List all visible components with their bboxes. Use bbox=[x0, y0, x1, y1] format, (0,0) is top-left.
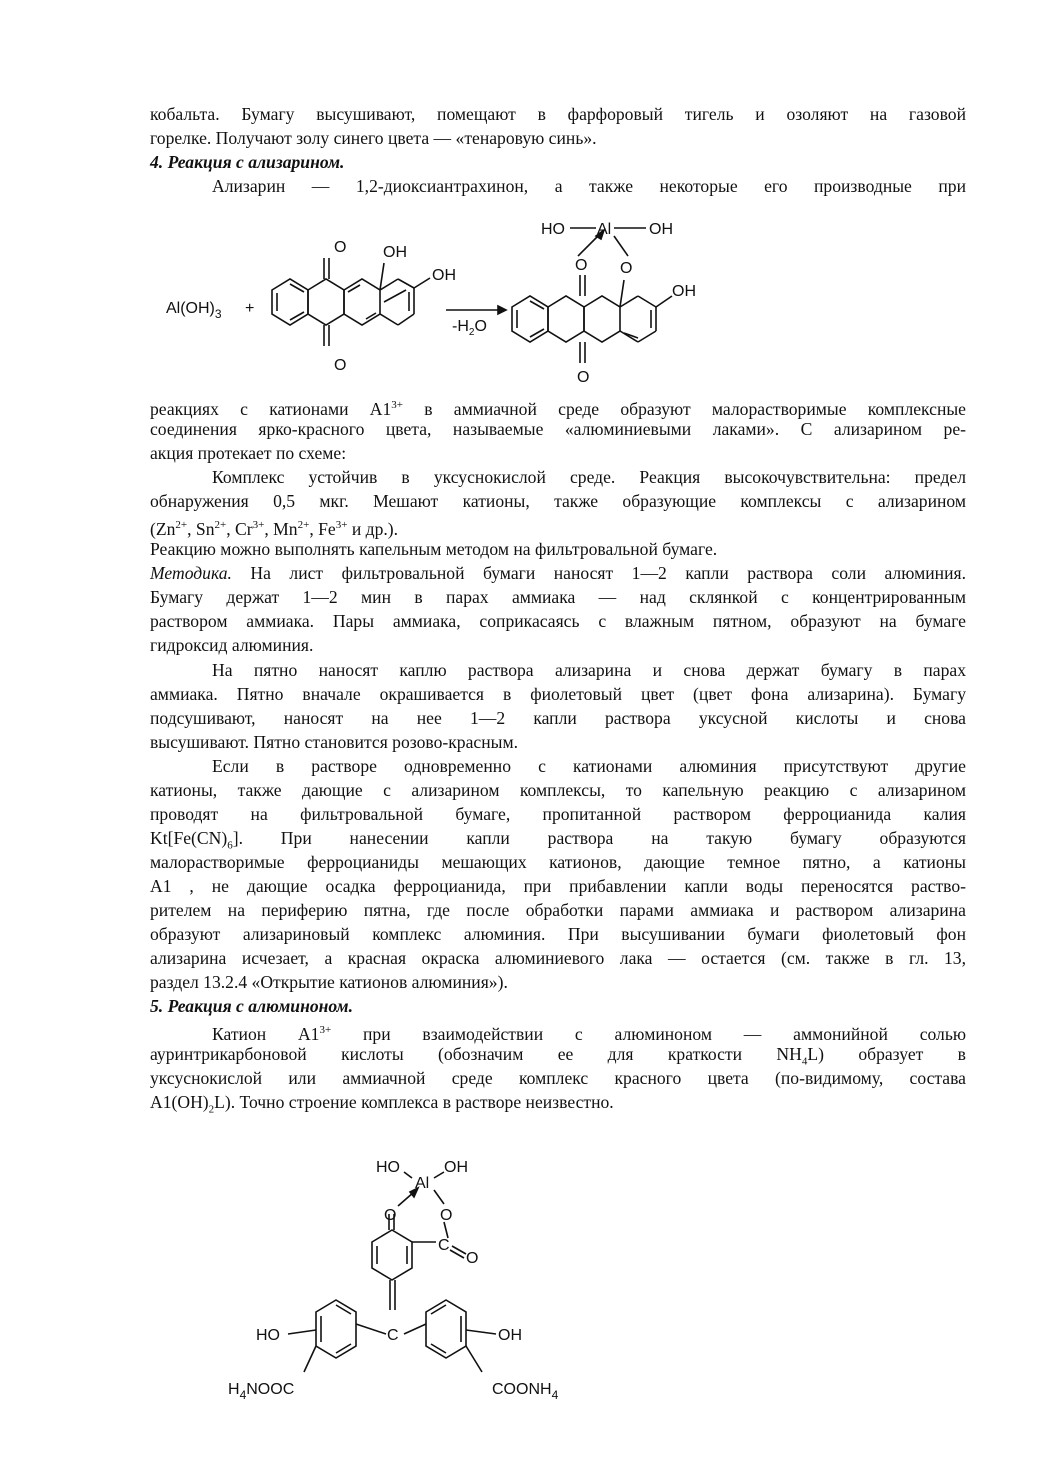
oxygen-label: O bbox=[577, 369, 590, 386]
central-carbon-label: C bbox=[387, 1327, 399, 1344]
text-line: уксуснокислой или аммиачной среде комплекс красного цвета (по-видимому, состава bbox=[150, 1068, 966, 1088]
hydroxyl-label: OH bbox=[672, 283, 696, 300]
text-line: Если в растворе одновременно с катионами алюминия присутствуют другие bbox=[212, 756, 966, 776]
text-line: Катион $А1^{3+}$ при взаимодействии с алюминоном — аммонийной солью bbox=[212, 1023, 967, 1044]
text-line: реакциях с катионами $А1^{3+}$ в аммиачной среде образуют малорастворимые комплексные bbox=[150, 398, 966, 419]
text-line: проводят на фильтровальной бумаге, пропитанной раствором ферроцианида калия bbox=[150, 804, 966, 824]
hydroxyl-label: OH bbox=[444, 1159, 468, 1176]
text-line: малорастворимые ферроцианиды мешающих катионов, дающие темное пятно, а катионы bbox=[150, 852, 966, 872]
text-line: аммиака. Пятно вначале окрашивается в фиолетовый цвет (цвет фона ализарина). Бумагу bbox=[150, 684, 966, 704]
text-line: высушивают. Пятно становится розово-красным. bbox=[150, 732, 518, 752]
text-line: катионы, также дающие с ализарином комплексы, то капельную реакцию с ализарином bbox=[150, 780, 966, 800]
text-line: А1 , не дающие осадка ферроцианида, при прибавлении капли воды переносятся раство- bbox=[150, 876, 966, 896]
arrow-label: $-H_2O$ bbox=[452, 318, 487, 338]
text-line: подсушивают, наносят на нее 1—2 капли раствора уксусной кислоты и снова bbox=[150, 708, 966, 728]
hydroxyl-label: HO bbox=[256, 1327, 280, 1344]
hydroxyl-label: HO bbox=[376, 1159, 400, 1176]
aluminum-label: Al bbox=[415, 1175, 430, 1192]
text-line: На пятно наносят каплю раствора ализарина и снова держат бумагу в парах bbox=[212, 660, 966, 680]
oxygen-label: O bbox=[384, 1207, 397, 1224]
text-line: раздел 13.2.4 «Открытие катионов алюминия»). bbox=[150, 972, 508, 992]
hydroxyl-label: OH bbox=[498, 1327, 522, 1344]
text-line: $А1(ОН)_2L$). Точно строение комплекса в растворе неизвестно. bbox=[150, 1092, 614, 1116]
section-heading-alizarin: 4. Реакция с ализарином. bbox=[150, 152, 345, 172]
oxygen-label: O bbox=[334, 357, 347, 374]
text-line: обнаружения 0,5 мкг. Мешают катионы, также образующие комплексы с ализарином bbox=[150, 491, 966, 511]
text-line: образуют ализариновый комплекс алюминия. При высушивании бумаги фиолетовый фон bbox=[150, 924, 966, 944]
aluminum-label: Al bbox=[597, 221, 612, 238]
hydroxyl-label: OH bbox=[649, 221, 673, 238]
oxygen-label: O bbox=[334, 239, 347, 256]
text-line: соединения ярко-красного цвета, называемые «алюминиевыми лаками». С ализарином ре- bbox=[150, 419, 966, 439]
text-line: горелке. Получают золу синего цвета — «тенаровую синь». bbox=[150, 128, 597, 148]
text-line: раствором аммиака. Пары аммиака, соприкасаясь с влажным пятном, образуют на бумаге bbox=[150, 611, 966, 631]
text-line: рителем на периферию пятна, где после обработки парами аммиака и раствором ализарина bbox=[150, 900, 966, 920]
carboxylate-right-label: $COONH_4$ bbox=[492, 1381, 559, 1402]
oxygen-label: O bbox=[466, 1250, 479, 1267]
oxygen-label: O bbox=[575, 257, 588, 274]
text-line: Реакцию можно выполнять капельным методом на фильтровальной бумаге. bbox=[150, 539, 718, 559]
hydroxyl-label: HO bbox=[541, 221, 565, 238]
oxygen-label: O bbox=[620, 260, 633, 277]
text-line: гидроксид алюминия. bbox=[150, 635, 314, 655]
oxygen-label: O bbox=[440, 1207, 453, 1224]
text-line: ауринтрикарбоновой кислоты (обозначим ее для краткости $NH_4L$) образует в bbox=[150, 1044, 966, 1068]
reactant-label: $Al(OH)_3$ bbox=[166, 300, 222, 321]
text-line: Методика. На лист фильтровальной бумаги наносят 1—2 капли раствора соли алюминия. bbox=[150, 563, 966, 583]
hydroxyl-label: OH bbox=[383, 244, 407, 261]
text-line: акция протекает по схеме: bbox=[150, 443, 347, 463]
carboxylate-left-label: $H_4NOOC$ bbox=[228, 1381, 295, 1402]
plus-sign: + bbox=[245, 300, 255, 317]
text-line: Ализарин — 1,2-диоксиантрахинон, а также некоторые его производные при bbox=[212, 176, 966, 196]
text-line: Комплекс устойчив в уксуснокислой среде. Реакция высокочувствительна: предел bbox=[212, 467, 966, 487]
text-line: Бумагу держат 1—2 мин в парах аммиака — над склянкой с концентрированным bbox=[150, 587, 966, 607]
text-line: $Kt[Fe(CN)_6]$. При нанесении капли раствора на такую бумагу образуются bbox=[150, 828, 966, 852]
hydroxyl-label: OH bbox=[432, 267, 456, 284]
carbon-label: C bbox=[438, 1237, 450, 1254]
section-heading-aluminon: 5. Реакция с алюминоном. bbox=[150, 996, 353, 1016]
text-line: ализарина исчезает, а красная окраска алюминиевого лака — остается (см. также в гл. 13, bbox=[150, 948, 966, 968]
text-line: кобальта. Бумагу высушивают, помещают в фарфоровый тигель и озоляют на газовой bbox=[150, 104, 966, 124]
text-line: ($Zn^{2+}$, $Sn^{2+}$, $Cr^{3+}$, $Mn^{2+}$, $Fe^{3+}$ и др.). bbox=[150, 518, 399, 539]
